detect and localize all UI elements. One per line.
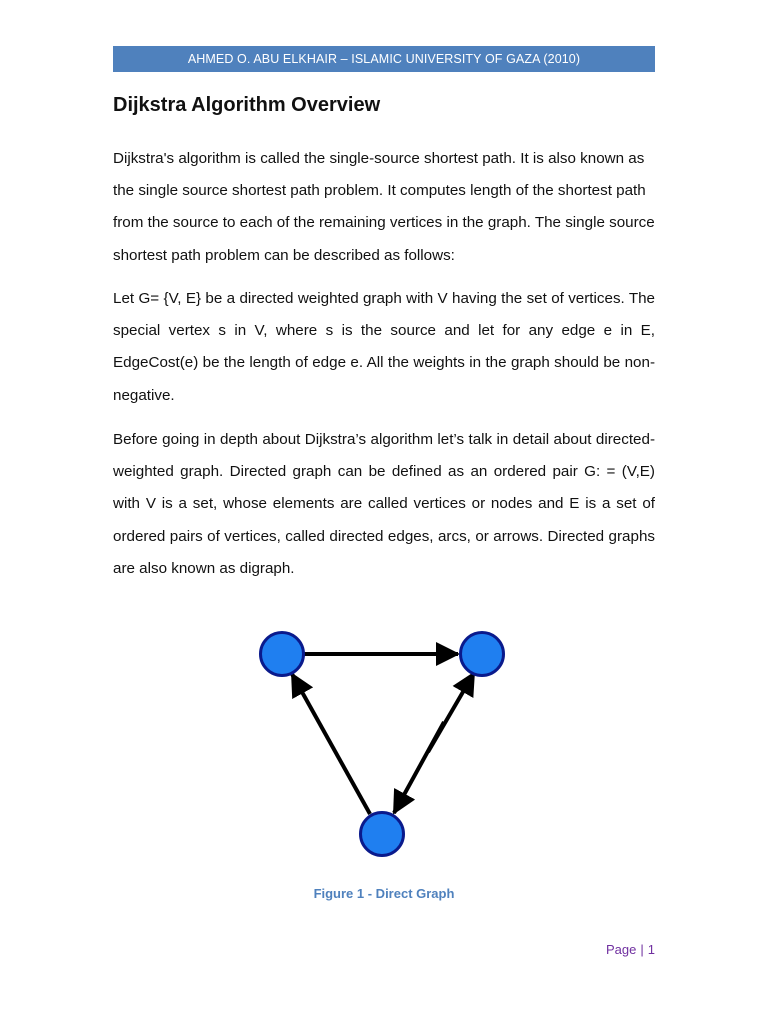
- graph-node-bottom: [361, 813, 404, 856]
- edge-bottom-to-topleft: [292, 674, 370, 814]
- page-number: [606, 942, 655, 957]
- paragraph-definition: Let G= {V, E} be a directed weighted graph with V having the set of vertices. The special vertex s in V, where s is the source and let for any edge e in E, EdgeCost(e) be the length of edge e. All the weights in the graph should be non-negative.: [113, 290, 655, 404]
- paragraph-directed-graph: Before going in depth about Dijkstra’s algorithm let’s talk in detail about directed-weighted graph. Directed graph can be defined as an ordered pair G: = (V,E) with V is a set, whose elements are called vertices or nodes and E is a set of ordered pairs of vertices, called directed edges, arcs, or arrows. Directed graphs are also known as digraph.: [113, 431, 655, 577]
- paragraph-intro: Dijkstra's algorithm is called the single-source shortest path. It is also known as the single source shortest path problem. It computes length of the shortest path from the source to each of the remaining vertices in the graph. The single source shortest path problem can be described as follows:: [113, 150, 655, 264]
- figure-caption: Figure 1 - Direct Graph: [313, 886, 455, 901]
- graph-node-top-left: [261, 633, 304, 676]
- page-separator: |: [640, 942, 644, 957]
- header-text: AHMED O. ABU ELKHAIR – ISLAMIC UNIVERSITY OF GAZA (2010): [187, 52, 581, 66]
- page-label: Page: [606, 942, 637, 957]
- edge-bottom-to-topright: [428, 673, 474, 752]
- page-title: Dijkstra Algorithm Overview: [113, 94, 381, 116]
- graph-node-top-right: [461, 633, 504, 676]
- page-number-value: 1: [647, 942, 655, 957]
